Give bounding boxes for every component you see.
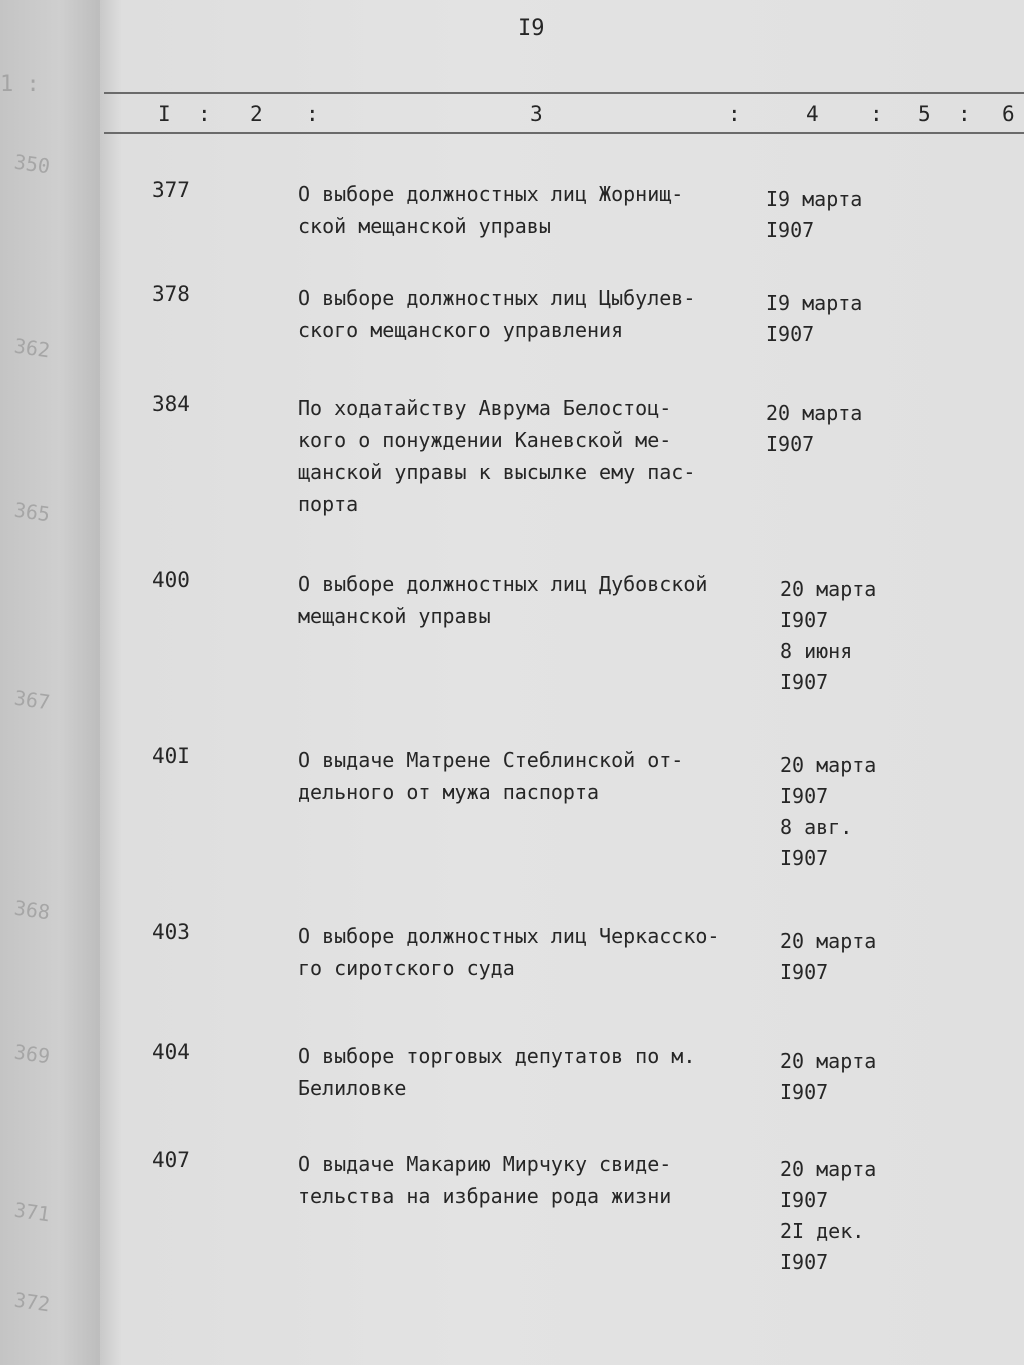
facing-page-number: 372 (12, 1287, 52, 1317)
description-line: О выборе должностных лиц Черкасско- (298, 924, 720, 948)
column-header-4: 4 (806, 102, 819, 126)
facing-page-number: 367 (12, 685, 52, 715)
date-line: 8 июня (780, 639, 853, 663)
description-line: порта (298, 492, 359, 516)
column-separator: : (728, 102, 741, 126)
entry-number: 377 (152, 178, 190, 202)
description-line: О выборе должностных лиц Цыбулев- (298, 286, 696, 310)
date-line: I907 (780, 784, 829, 808)
facing-page-number: 350 (12, 149, 52, 179)
page-number: I9 (518, 16, 545, 41)
entry-description (298, 178, 683, 242)
description-line: го сиротского суда (298, 956, 515, 980)
entry-dates (780, 1154, 876, 1278)
date-line: 20 марта (780, 577, 877, 601)
description-line: щанской управы к высылке ему пас- (298, 460, 696, 484)
date-line: I9 марта (766, 187, 863, 211)
document-page (100, 0, 1024, 1365)
entry-description (298, 1148, 671, 1212)
facing-page-number: 365 (12, 497, 52, 527)
date-line: I907 (780, 1250, 829, 1274)
column-header-2: 2 (250, 102, 263, 126)
date-line: I907 (766, 218, 815, 242)
entry-number: 384 (152, 392, 190, 416)
column-separator: : (198, 102, 211, 126)
header-rule-top (104, 92, 1024, 94)
entry-description (298, 1040, 695, 1104)
column-separator: : (306, 102, 319, 126)
entry-number: 40I (152, 744, 190, 768)
entry-description (298, 392, 695, 520)
date-line: 2I дек. (780, 1219, 865, 1243)
entry-dates (766, 398, 862, 460)
entry-dates (766, 288, 862, 350)
entry-description (298, 744, 683, 808)
date-line: I907 (780, 670, 829, 694)
header-rule-bottom (104, 132, 1024, 134)
column-header-6: 6 (1002, 102, 1015, 126)
entry-description (298, 282, 695, 346)
description-line: О выдаче Матрене Стеблинской от- (298, 748, 684, 772)
date-line: I907 (780, 1188, 829, 1212)
column-header-1: I (158, 102, 171, 126)
column-separator: : (958, 102, 971, 126)
date-line: I907 (766, 432, 815, 456)
facing-page-header: 1 : (0, 72, 40, 97)
entry-number: 400 (152, 568, 190, 592)
column-header-3: 3 (530, 102, 543, 126)
description-line: Белиловке (298, 1076, 407, 1100)
description-line: ской мещанской управы (298, 214, 551, 238)
description-line: мещанской управы (298, 604, 491, 628)
date-line: 20 марта (780, 1157, 877, 1181)
facing-page-edge (0, 0, 100, 1365)
date-line: I907 (766, 322, 815, 346)
facing-page-number: 369 (12, 1039, 52, 1069)
description-line: О выборе должностных лиц Жорнищ- (298, 182, 684, 206)
entry-dates (780, 1046, 876, 1108)
facing-page-number: 368 (12, 895, 52, 925)
entry-number: 403 (152, 920, 190, 944)
entry-number: 378 (152, 282, 190, 306)
description-line: О выборе торговых депутатов по м. (298, 1044, 696, 1068)
description-line: О выдаче Макарию Мирчуку свиде- (298, 1152, 672, 1176)
date-line: I907 (780, 608, 829, 632)
description-line: По ходатайству Аврума Белостоц- (298, 396, 672, 420)
date-line: 20 марта (780, 753, 877, 777)
entry-dates (780, 926, 876, 988)
entry-number: 404 (152, 1040, 190, 1064)
entry-description (298, 920, 719, 984)
description-line: кого о понуждении Каневской ме- (298, 428, 672, 452)
date-line: I9 марта (766, 291, 863, 315)
entry-dates (780, 574, 876, 698)
description-line: дельного от мужа паспорта (298, 780, 600, 804)
date-line: 20 марта (780, 1049, 877, 1073)
description-line: тельства на избрание рода жизни (298, 1184, 672, 1208)
date-line: I907 (780, 1080, 829, 1104)
facing-page-number: 371 (12, 1197, 52, 1227)
date-line: 20 марта (766, 401, 863, 425)
date-line: 8 авг. (780, 815, 853, 839)
entry-dates (780, 750, 876, 874)
description-line: О выборе должностных лиц Дубовской (298, 572, 708, 596)
entry-dates (766, 184, 862, 246)
date-line: I907 (780, 846, 829, 870)
column-header-5: 5 (918, 102, 931, 126)
entry-description (298, 568, 707, 632)
entry-number: 407 (152, 1148, 190, 1172)
date-line: 20 марта (780, 929, 877, 953)
date-line: I907 (780, 960, 829, 984)
column-separator: : (870, 102, 883, 126)
facing-page-number: 362 (12, 333, 52, 363)
description-line: ского мещанского управления (298, 318, 624, 342)
